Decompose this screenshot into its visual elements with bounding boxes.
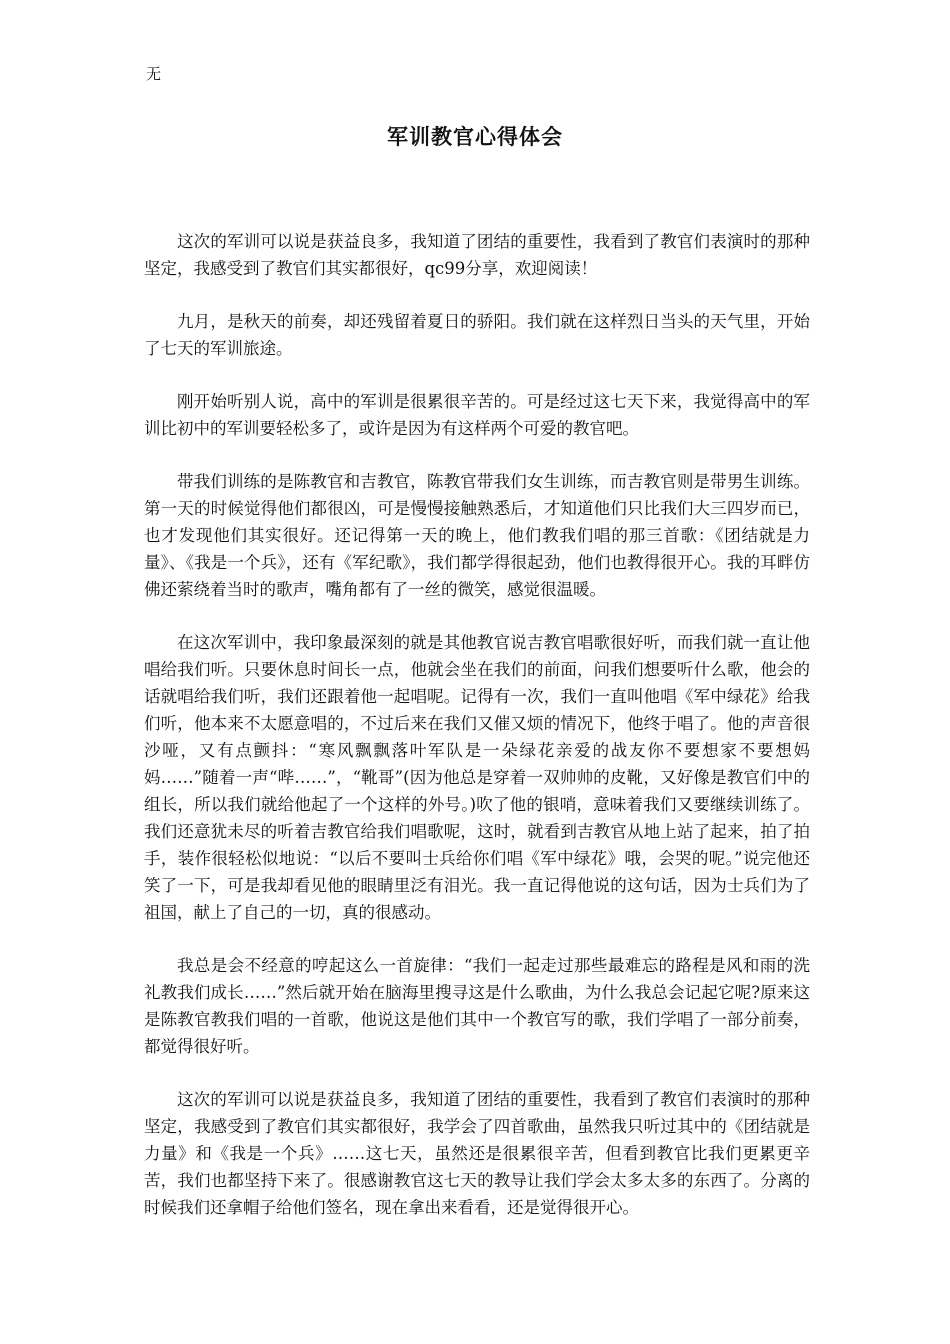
- header-mark: 无: [146, 65, 162, 83]
- paragraph-5: 在这次军训中，我印象最深刻的就是其他教官说吉教官唱歌很好听，而我们就一直让他唱给我们听。只要休息时间长一点，他就会坐在我们的前面，问我们想要听什么歌，他会的话就唱给我们听，我们还跟着他一起唱呢。记得有一次，我们一直叫他唱《军中绿花》给我们听，他本来不太愿意唱的，不过后来在我们又催又烦的情况下，他终于唱了。他的声音很沙哑，又有点颤抖：“寒风飘飘落叶军队是一朵绿花亲爱的战友你不要想家不要想妈妈……”随着一声“哔……”，“靴哥”(因为他总是穿着一双帅帅的皮靴，又好像是教官们中的组长，所以我们就给他起了一个这样的外号。)吹了他的银哨，意味着我们又要继续训练了。我们还意犹未尽的听着吉教官给我们唱歌呢，这时，就看到吉教官从地上站了起来，拍了拍手，装作很轻松似地说：“以后不要叫士兵给你们唱《军中绿花》哦，会哭的呢。”说完他还笑了一下，可是我却看见他的眼睛里泛有泪光。我一直记得他说的这句话，因为士兵们为了祖国，献上了自己的一切，真的很感动。: [144, 633, 810, 922]
- paragraph-3: 刚开始听别人说，高中的军训是很累很辛苦的。可是经过这七天下来，我觉得高中的军训比初中的军训要轻松多了，或许是因为有这样两个可爱的教官吧。: [144, 392, 810, 438]
- document-title: 军训教官心得体会: [387, 124, 563, 149]
- paragraph-7: 这次的军训可以说是获益良多，我知道了团结的重要性，我看到了教官们表演时的那种坚定，我感受到了教官们其实都很好，我学会了四首歌曲，虽然我只听过其中的《团结就是力量》和《我是一个兵》……这七天，虽然还是很累很辛苦，但看到教官比我们更累更辛苦，我们也都坚持下来了。很感谢教官这七天的教导让我们学会太多太多的东西了。分离的时候我们还拿帽子给他们签名，现在拿出来看看，还是觉得很开心。: [144, 1090, 810, 1217]
- paragraph-2: 九月，是秋天的前奏，却还残留着夏日的骄阳。我们就在这样烈日当头的天气里，开始了七天的军训旅途。: [144, 312, 810, 358]
- paragraph-1: 这次的军训可以说是获益良多，我知道了团结的重要性，我看到了教官们表演时的那种坚定，我感受到了教官们其实都很好，qc99分享，欢迎阅读！: [144, 232, 810, 278]
- paragraph-6: 我总是会不经意的哼起这么一首旋律：“我们一起走过那些最难忘的路程是风和雨的洗礼教我们成长……”然后就开始在脑海里搜寻这是什么歌曲，为什么我总会记起它呢?原来这是陈教官教我们唱的一首歌，他说这是他们其中一个教官写的歌，我们学唱了一部分前奏，都觉得很好听。: [144, 956, 810, 1056]
- paragraph-4: 带我们训练的是陈教官和吉教官，陈教官带我们女生训练，而吉教官则是带男生训练。第一天的时候觉得他们都很凶，可是慢慢接触熟悉后，才知道他们只比我们大三四岁而已，也才发现他们其实很好。还记得第一天的晚上，他们教我们唱的那三首歌：《团结就是力量》、《我是一个兵》，还有《军纪歌》，我们都学得很起劲，他们也教得很开心。我的耳畔仿佛还萦绕着当时的歌声，嘴角都有了一丝的微笑，感觉很温暖。: [144, 472, 810, 599]
- document-body: [144, 228, 810, 1247]
